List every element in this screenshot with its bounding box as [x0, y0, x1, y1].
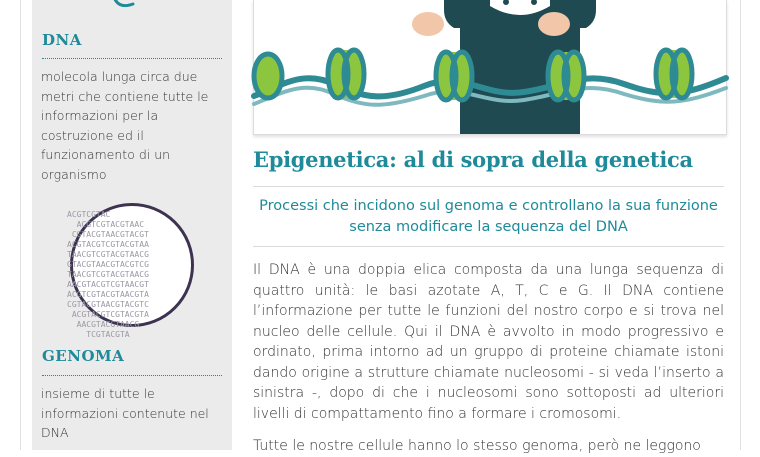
glossary-divider: [42, 58, 222, 59]
article-paragraph-1: Il DNA è una doppia elica composta da una lunga sequenza di quattro unità: le basi azotate A, T, C e G. Il DNA contiene l’informazione per tutte le funzioni del nostro corpo e si trova nel nucleo delle cellule. Qui il DNA è avvolto in modo progressivo e ordinato, prima intorno ad un gruppo di proteine chiamate istoni dando origine a strutture chiamate nucleosomi - si veda l’inserto a sinistra -, dopo di che i nucleosomi sono sottoposti ad ulteriori livelli di compattamento fino a formare i cromosomi.: [253, 262, 724, 422]
dna-sequence-badge: [67, 203, 194, 339]
subtitle-divider: [253, 246, 724, 247]
page-border-right: [740, 0, 741, 450]
dna-sequence-text: ACGTCGTAC ACGTCGTACGTAAC CGTACGTAACGTACGT ACGTACGTCGTACGTAA TAACGTCGTACGTAACG GTACGTAACGTACGTCG TAACGTCGTACGTAACG AACGTACGTCGTAACGT ACGTCGTACGTAACGTA CGTACGTAACGTACGTC ACGTACGTCGTACGTA AACGTACGTAACG TCGTACGTA: [67, 210, 149, 339]
article-column: [243, 0, 740, 454]
glossary-term-genoma-text: insieme di tutte le informazioni contenute nel DNA: [41, 386, 209, 440]
nucleosome-figure-svg: [254, 0, 726, 134]
glossary-sidebar: [32, 0, 232, 450]
glossary-divider: [42, 375, 222, 376]
article-subtitle: Processi che incidono sul genoma e controllano la sua funzione senza modificare la sequenza del DNA: [259, 198, 718, 235]
heading-divider: [253, 186, 724, 187]
glossary-term-genoma-title: GENOMA: [42, 347, 125, 365]
article-heading: Epigenetica: al di sopra della genetica: [253, 147, 693, 172]
nucleosome-illustration: [253, 0, 727, 135]
article-paragraph-2: Tutte le nostre cellule hanno lo stesso genoma, però ne leggono: [253, 438, 701, 454]
glossary-term-dna-title: DNA: [42, 31, 82, 49]
decorative-swirl-icon: [107, 0, 147, 14]
page-border-left: [20, 0, 21, 450]
glossary-term-dna-text: molecola lunga circa due metri che contiene tutte le informazioni per la costruzione ed il funzionamento di un organismo: [41, 69, 209, 182]
